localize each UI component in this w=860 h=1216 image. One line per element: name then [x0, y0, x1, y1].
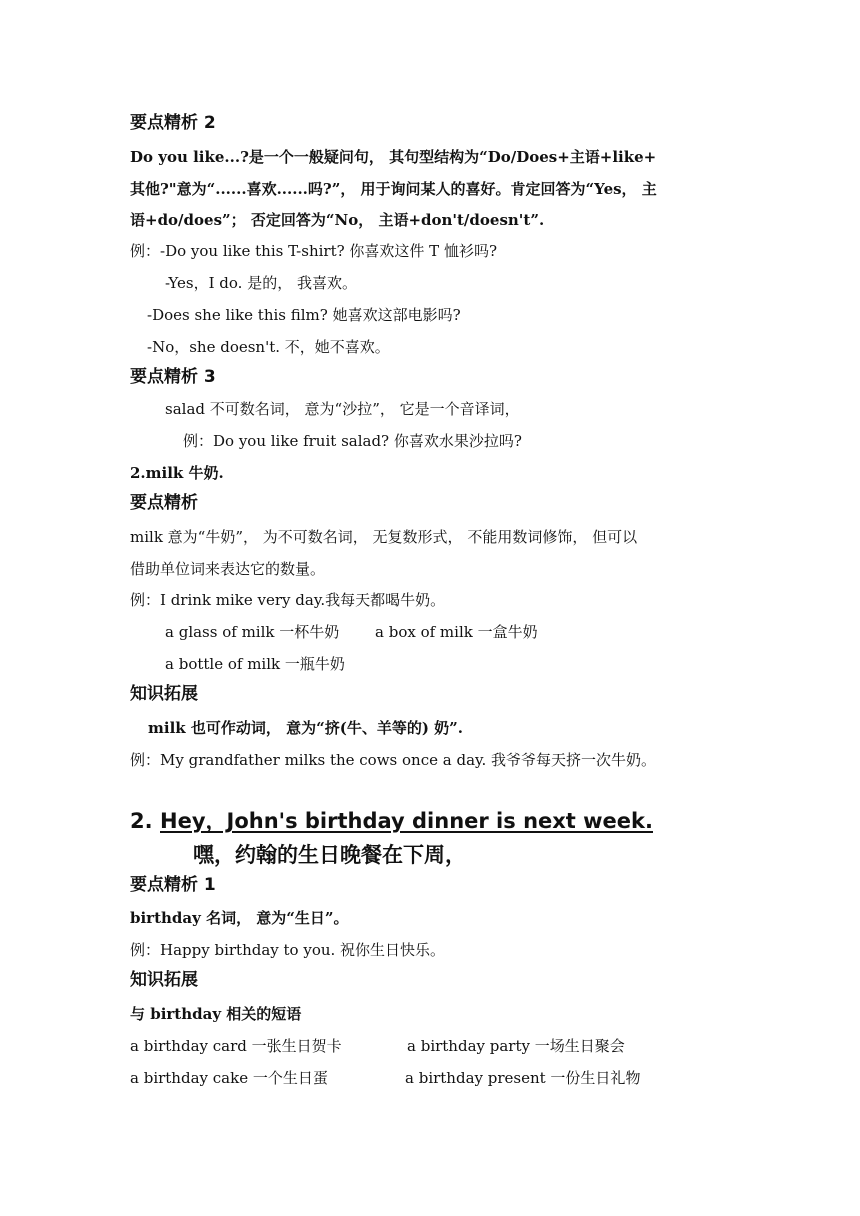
text-line: birthday 名词， 意为“生日”。 — [130, 909, 349, 927]
example-line: 例：-Do you like this T-shirt? 你喜欢这件 T 恤衫吗? — [130, 242, 497, 260]
example-line: -Does she like this film? 她喜欢这部电影吗? — [147, 306, 461, 324]
text-line: salad 不可数名词， 意为“沙拉”， 它是一个音译词， — [165, 400, 520, 418]
section-heading: 要点精析 3 — [130, 367, 216, 387]
subsection-title: 2.milk 牛奶. — [130, 464, 224, 482]
text-line: Do you like...?是一个一般疑问句， 其句型结构为“Do/Does+主语+like+ — [130, 148, 657, 166]
section-heading: 要点精析 1 — [130, 875, 216, 895]
section-heading: 知识拓展 — [130, 970, 198, 990]
text-line: milk 意为“牛奶”， 为不可数名词， 无复数形式， 不能用数词修饰， 但可以 — [130, 528, 638, 546]
phrase-item: a box of milk 一盒牛奶 — [375, 623, 538, 641]
section-number: 2. — [130, 809, 153, 833]
phrase-item: a bottle of milk 一瓶牛奶 — [165, 655, 345, 673]
example-line: 例：I drink mike very day.我每天都喝牛奶。 — [130, 591, 446, 609]
section-title: Hey，John's birthday dinner is next week. — [160, 809, 653, 833]
example-line: 例：Happy birthday to you. 祝你生日快乐。 — [130, 941, 446, 959]
section-title-translation: 嘿，约翰的生日晚餐在下周， — [193, 843, 466, 867]
section-heading: 要点精析 2 — [130, 113, 216, 133]
text-line: 语+do/does”； 否定回答为“No， 主语+don't/doesn't”. — [130, 211, 545, 229]
example-line: 例：Do you like fruit salad? 你喜欢水果沙拉吗? — [183, 432, 522, 450]
text-line: milk 也可作动词， 意为“挤(牛、羊等的) 奶”. — [148, 719, 464, 737]
text-line: 借助单位词来表达它的数量。 — [130, 560, 326, 578]
phrase-item: a birthday card 一张生日贺卡 — [130, 1037, 342, 1055]
text-line: 与 birthday 相关的短语 — [130, 1005, 302, 1023]
example-line: 例：My grandfather milks the cows once a day. 我爷爷每天挤一次牛奶。 — [130, 751, 657, 769]
phrase-item: a birthday present 一份生日礼物 — [405, 1069, 641, 1087]
section-heading: 要点精析 — [130, 493, 198, 513]
example-line: -No，she doesn't. 不，她不喜欢。 — [147, 338, 390, 356]
phrase-item: a birthday party 一场生日聚会 — [407, 1037, 625, 1055]
phrase-item: a birthday cake 一个生日蛋 — [130, 1069, 328, 1087]
section-heading: 知识拓展 — [130, 684, 198, 704]
text-line: 其他?"意为“......喜欢......吗?”， 用于询问某人的喜好。肯定回答为“Yes， 主 — [130, 180, 657, 198]
example-line: -Yes，I do. 是的， 我喜欢。 — [165, 274, 357, 292]
phrase-item: a glass of milk 一杯牛奶 — [165, 623, 340, 641]
